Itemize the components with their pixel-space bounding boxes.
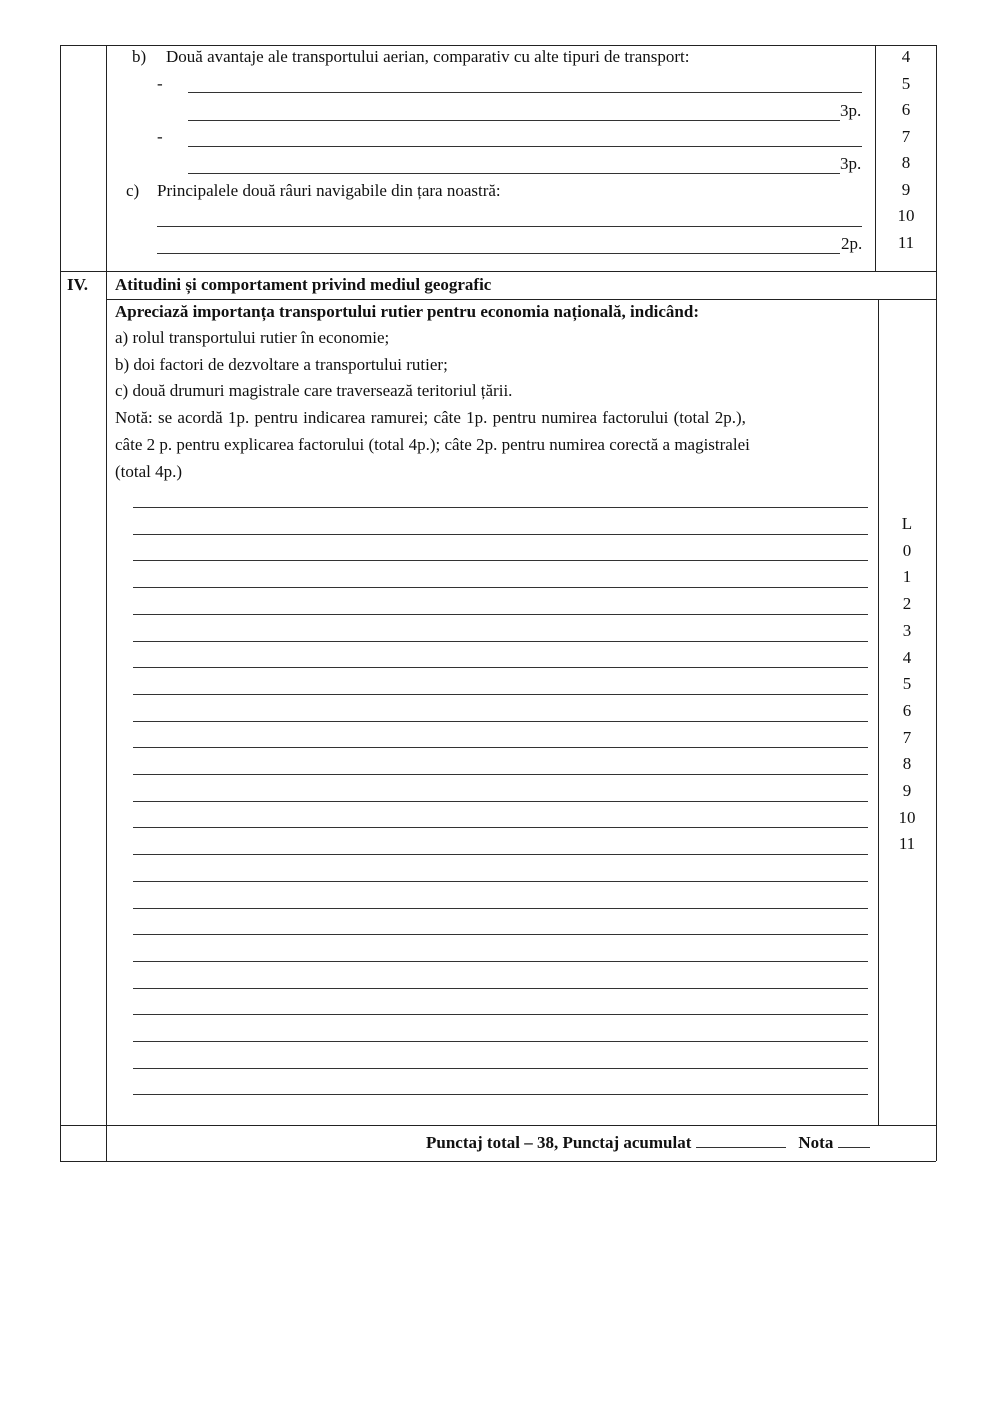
item-c-answer-line-2[interactable] <box>157 253 840 254</box>
answer-line[interactable] <box>133 721 868 722</box>
score-iii-5: 9 <box>901 179 911 199</box>
section-iv-number: IV. <box>67 275 88 294</box>
section-iv-item-a: a) rolul transportului rutier în economie; <box>115 328 390 347</box>
score-iv-8: 7 <box>902 727 912 747</box>
section-iv-item-b: b) doi factori de dezvoltare a transportului rutier; <box>115 355 448 374</box>
answer-line[interactable] <box>133 908 868 909</box>
score-iv-9: 8 <box>902 754 912 774</box>
score-iii-1: 5 <box>901 73 911 93</box>
footer-total <box>426 1133 870 1153</box>
score-iv-1: 0 <box>902 540 912 560</box>
table-left-border <box>60 45 61 1161</box>
section-iv-task: Apreciază importanța transportului rutier pentru economia națională, indicând: <box>115 302 699 321</box>
item-c-text: Principalele două râuri navigabile din țara noastră: <box>157 181 501 200</box>
table-divider-number-col <box>106 45 107 1161</box>
answer-line[interactable] <box>133 534 868 535</box>
score-iv-3: 2 <box>902 594 912 614</box>
row-divider-section-iv <box>60 271 936 272</box>
score-iv-4: 3 <box>902 620 912 640</box>
score-iv-10: 9 <box>902 781 912 800</box>
answer-line[interactable] <box>133 827 868 828</box>
item-b-label: b) <box>132 47 147 66</box>
footer-total-label: Punctaj total – 38, Punctaj acumulat <box>426 1133 692 1152</box>
row-divider-section-iv-title <box>106 299 936 300</box>
score-iv-2: 1 <box>902 567 912 587</box>
score-iii-4: 8 <box>901 153 911 172</box>
row-divider-footer <box>60 1125 936 1126</box>
accumulated-score-field[interactable] <box>696 1133 786 1148</box>
answer-line[interactable] <box>133 747 868 748</box>
score-iv-7: 6 <box>902 700 912 720</box>
answer-line[interactable] <box>133 881 868 882</box>
answer-line[interactable] <box>133 641 868 642</box>
section-iv-title: Atitudini și comportament privind mediul geografic <box>115 275 492 294</box>
score-iii-6: 10 <box>897 206 915 225</box>
score-iv-6: 5 <box>902 674 912 694</box>
item-c-points: 2p. <box>841 234 863 253</box>
answer-line[interactable] <box>133 587 868 588</box>
score-iii-0: 4 <box>901 47 911 66</box>
answer-line[interactable] <box>133 1068 868 1069</box>
answer-line[interactable] <box>133 614 868 615</box>
section-iv-note-line-1: Notă: se acordă 1p. pentru indicarea ramurei; câte 1p. pentru numirea factorului (total 2p.), <box>115 408 746 427</box>
section-iv-item-c: c) două drumuri magistrale care traversează teritoriul țării. <box>115 381 513 400</box>
score-iv-11: 10 <box>898 807 916 827</box>
section-iv-note-line-3: (total 4p.) <box>115 462 183 481</box>
answer-line[interactable] <box>133 507 868 508</box>
answer-line[interactable] <box>133 1094 868 1095</box>
answer-line[interactable] <box>133 961 868 962</box>
grade-field[interactable] <box>838 1133 870 1148</box>
score-iii-2: 6 <box>901 100 911 119</box>
item-b-points-2: 3p. <box>840 154 862 173</box>
score-iv-5: 4 <box>902 647 912 667</box>
item-c-label: c) <box>126 181 140 200</box>
score-iii-7: 11 <box>897 232 915 252</box>
item-c-answer-line-1[interactable] <box>157 226 862 227</box>
answer-line[interactable] <box>133 854 868 855</box>
score-iv-12: 11 <box>898 834 916 854</box>
item-b-points-1: 3p. <box>840 101 862 120</box>
item-b-text: Două avantaje ale transportului aerian, comparativ cu alte tipuri de transport: <box>166 47 690 66</box>
item-b-answer-line-2[interactable] <box>188 120 840 121</box>
item-b-answer-line-4[interactable] <box>188 173 840 174</box>
answer-line[interactable] <box>133 560 868 561</box>
answer-line[interactable] <box>133 1014 868 1015</box>
answer-line[interactable] <box>133 988 868 989</box>
item-b-answer-line-3[interactable] <box>188 146 862 147</box>
score-iv-0: L <box>901 514 913 533</box>
answer-line[interactable] <box>133 694 868 695</box>
answer-line[interactable] <box>133 667 868 668</box>
item-b-answer-line-1[interactable] <box>188 92 862 93</box>
answer-line[interactable] <box>133 774 868 775</box>
answer-line[interactable] <box>133 1041 868 1042</box>
table-bottom-border <box>60 1161 936 1162</box>
footer-grade-label: Nota <box>798 1133 834 1152</box>
answer-line[interactable] <box>133 801 868 802</box>
answer-line[interactable] <box>133 934 868 935</box>
score-iii-3: 7 <box>901 126 911 146</box>
item-b-dash-2: - <box>157 127 163 146</box>
section-iv-note-line-2: câte 2 p. pentru explicarea factorului (total 4p.); câte 2p. pentru numirea corectă a magistralei <box>115 435 750 454</box>
item-b-dash-1: - <box>157 74 163 93</box>
table-top-border <box>60 45 936 46</box>
